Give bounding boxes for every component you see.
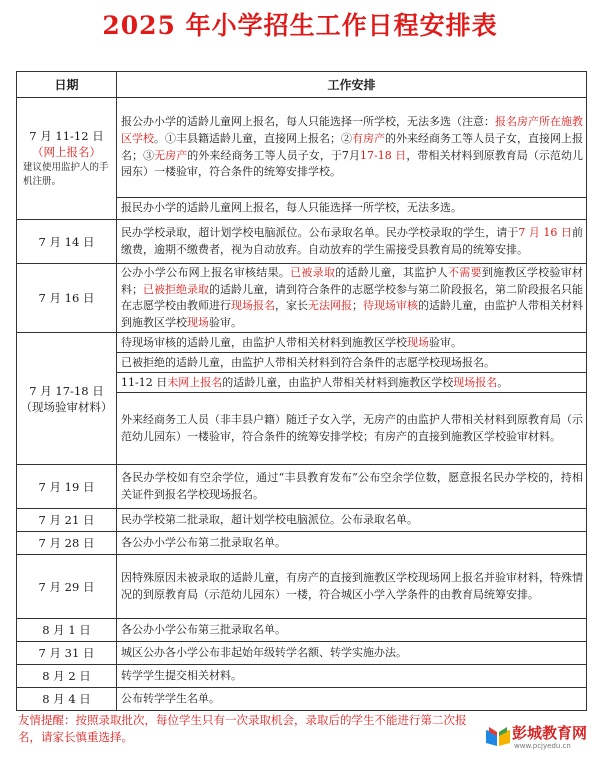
- date-note: 建议使用监护人的手机注册。: [23, 162, 109, 187]
- schedule-row: [17, 98, 587, 198]
- arrangement-text: 民办学校录取，超计划学校电脑派位。公布录取名单。民办学校录取的学生，请于: [121, 225, 519, 239]
- schedule-table: [16, 71, 587, 711]
- highlight-text: 无法网报: [308, 299, 352, 313]
- arrangement-cell: [117, 555, 587, 619]
- date-cell: [17, 619, 117, 642]
- arrangement-text: 的适龄儿童，由监护人带相关材料到施教区学校: [121, 299, 583, 329]
- highlight-text: 有房产: [352, 131, 385, 145]
- date-cell: [17, 465, 117, 509]
- highlight-text: 现场: [407, 335, 429, 349]
- date-cell: [17, 532, 117, 555]
- date-cell: [17, 509, 117, 532]
- arrangement-text: ，带相关材料到原教育局（示范幼儿园东）一楼验审，符合条件的统筹安排学校。: [121, 148, 584, 179]
- arrangement-cell: [117, 665, 587, 688]
- arrangement-cell: [117, 619, 587, 642]
- date-text: 7 月 11-12 日: [29, 129, 104, 143]
- date-subtitle: （现场验审材料）: [20, 399, 113, 414]
- arrangement-text: 已被拒绝的适龄儿童，由监护人带相关材料到符合条件的志愿学校现场报名。: [121, 355, 495, 369]
- header-arrangement: 工作安排: [117, 72, 587, 98]
- highlight-text: 已被拒绝录取: [143, 282, 209, 296]
- date-text: 7 月 16 日: [38, 291, 95, 306]
- arrangement-cell: [117, 509, 587, 532]
- schedule-body: [17, 98, 587, 711]
- arrangement-text: 报民办小学的适龄儿童网上报名，每人只能选择一所学校，无法多选。: [121, 201, 462, 215]
- arrangement-cell: [117, 373, 587, 393]
- book-logo-icon: [484, 724, 512, 748]
- date-cell: [17, 220, 117, 264]
- arrangement-text: 各民办学校如有空余学位，通过“丰县教育发布”公布空余学位数，愿意报名民办学校的，持相关证件到报名学校现场报名。: [121, 471, 583, 501]
- header-date: 日期: [17, 72, 117, 98]
- arrangement-cell: [117, 465, 587, 509]
- arrangement-text: 民办学校第二批录取，超计划学校电脑派位。公布录取名单。: [121, 513, 418, 527]
- highlight-text: 报名房产所在施教区学校: [121, 115, 583, 145]
- arrangement-text: 待现场审核的适龄儿童，由监护人带相关材料到施教区学校: [121, 335, 407, 349]
- date-text: 8 月 1 日: [42, 623, 91, 638]
- arrangement-text: 因特殊原因未被录取的适龄儿童，有房产的直接到施教区学校现场网上报名并验审材料，特殊情况的到原教育局（示范幼儿园东）一楼，符合城区小学入学条件的由教育局统筹安排。: [121, 571, 583, 601]
- page-title: 2025 年小学招生工作日程安排表: [102, 11, 498, 40]
- highlight-text: 不需要: [447, 266, 482, 279]
- date-cell: [17, 264, 117, 333]
- arrangement-text: 。: [497, 375, 509, 389]
- date-text: 7 月 31 日: [38, 646, 95, 661]
- highlight-text: 现场: [187, 315, 209, 329]
- highlight-text: 未网上报名: [167, 375, 223, 389]
- highlight-text: 现场报名: [453, 375, 498, 389]
- arrangement-cell: [117, 264, 587, 333]
- logo-name: 彭城教育网: [512, 724, 588, 742]
- arrangement-text: 验审。: [429, 335, 462, 349]
- date-text: 7 月 28 日: [38, 536, 95, 551]
- schedule-row: [17, 619, 587, 642]
- schedule-row: [17, 555, 587, 619]
- arrangement-cell: [117, 333, 587, 353]
- arrangement-text: 外来经商务工人员（非丰县户籍）随迁子女入学，无房产的由监护人带相关材料到原教育局（示范幼儿园东）一楼验审，符合条件的统筹安排学校；有房产的直接到施教区学校验审材料。: [121, 413, 583, 443]
- logo-url: www.pcjyedu.cn: [514, 742, 571, 750]
- arrangement-text: 到施教区学校验审材料；: [121, 266, 584, 296]
- arrangement-text: 前缴费，逾期不缴费者，视为自动放弃。自动放弃的学生需接受县教育局的统筹安排。: [121, 225, 583, 256]
- date-text: 7 月 19 日: [38, 479, 95, 494]
- date-text: 7 月 17-18 日: [29, 383, 104, 398]
- arrangement-cell: [117, 642, 587, 665]
- arrangement-text: 的外来经商务工等人员子女，直接网上报名；③: [121, 131, 583, 162]
- arrangement-text: 转学学生提交相关材料。: [121, 669, 242, 683]
- arrangement-text: ；: [352, 299, 363, 313]
- date-cell: [17, 688, 117, 711]
- arrangement-text: 。①丰县籍适龄儿童，直接网上报名；②: [154, 131, 352, 145]
- date-cell: [17, 555, 117, 619]
- arrangement-cell: [117, 198, 587, 220]
- date-subtitle: （网上报名）: [32, 145, 101, 159]
- schedule-row: [17, 688, 587, 711]
- arrangement-text: 的适龄儿童，由监护人带相关材料到施教区学校: [222, 375, 454, 389]
- arrangement-cell: [117, 220, 587, 264]
- date-cell: [17, 642, 117, 665]
- arrangement-text: 公布转学学生名单。: [121, 692, 220, 706]
- arrangement-cell: [117, 98, 587, 198]
- date-cell: [17, 333, 117, 465]
- highlight-text: 现场报名: [231, 299, 275, 313]
- arrangement-text: 城区公办各小学公布非起始年级转学名额、转学实施办法。: [121, 646, 407, 660]
- schedule-row: [17, 665, 587, 688]
- highlight-text: 已被录取: [290, 266, 336, 279]
- schedule-row: [17, 465, 587, 509]
- arrangement-cell: [117, 688, 587, 711]
- schedule-row: [17, 642, 587, 665]
- schedule-row: [17, 220, 587, 264]
- highlight-text: 待现场审核: [363, 299, 418, 313]
- arrangement-text: 的外来经商务工等人员子女，于7月: [187, 148, 361, 162]
- arrangement-cell: [117, 393, 587, 465]
- schedule-row: [17, 509, 587, 532]
- date-cell: [17, 665, 117, 688]
- date-text: 8 月 2 日: [42, 669, 91, 684]
- table-header-row: [17, 72, 587, 98]
- date-text: 7 月 21 日: [38, 513, 95, 528]
- arrangement-text: 验审。: [209, 315, 242, 329]
- date-text: 7 月 29 日: [38, 579, 95, 594]
- schedule-row: [17, 333, 587, 353]
- arrangement-text: 公办小学公布网上报名审核结果。: [121, 266, 291, 279]
- highlight-text: 7 月 16 日: [518, 225, 572, 239]
- schedule-row: [17, 264, 587, 333]
- arrangement-text: 的适龄儿童，请到符合条件的志愿学校参与第二阶段报名，第二阶段报名只能在志愿学校由教师进行: [121, 282, 583, 313]
- arrangement-text: 的适龄儿童，其监护人: [335, 266, 448, 279]
- arrangement-text: 报公办小学的适龄儿童网上报名，每人只能选择一所学校，无法多选（注意：: [121, 115, 495, 129]
- schedule-row: [17, 532, 587, 555]
- arrangement-text: ，家长: [275, 299, 308, 313]
- date-text: 7 月 14 日: [38, 234, 95, 249]
- arrangement-text: 各公办小学公布第三批录取名单。: [121, 623, 286, 637]
- date-cell: [17, 98, 117, 220]
- footer-reminder: 友情提醒：按照录取批次，每位学生只有一次录取机会，录取后的学生不能进行第二次报名，请家长慎重选择。: [18, 713, 467, 744]
- highlight-text: 17-18 日: [360, 148, 407, 162]
- site-logo[interactable]: [484, 722, 596, 754]
- arrangement-cell: [117, 532, 587, 555]
- arrangement-cell: [117, 353, 587, 373]
- arrangement-text: 11-12 日: [121, 375, 168, 389]
- highlight-text: 无房产: [154, 148, 188, 162]
- arrangement-text: 各公办小学公布第二批录取名单。: [121, 536, 286, 550]
- date-text: 8 月 4 日: [42, 692, 91, 707]
